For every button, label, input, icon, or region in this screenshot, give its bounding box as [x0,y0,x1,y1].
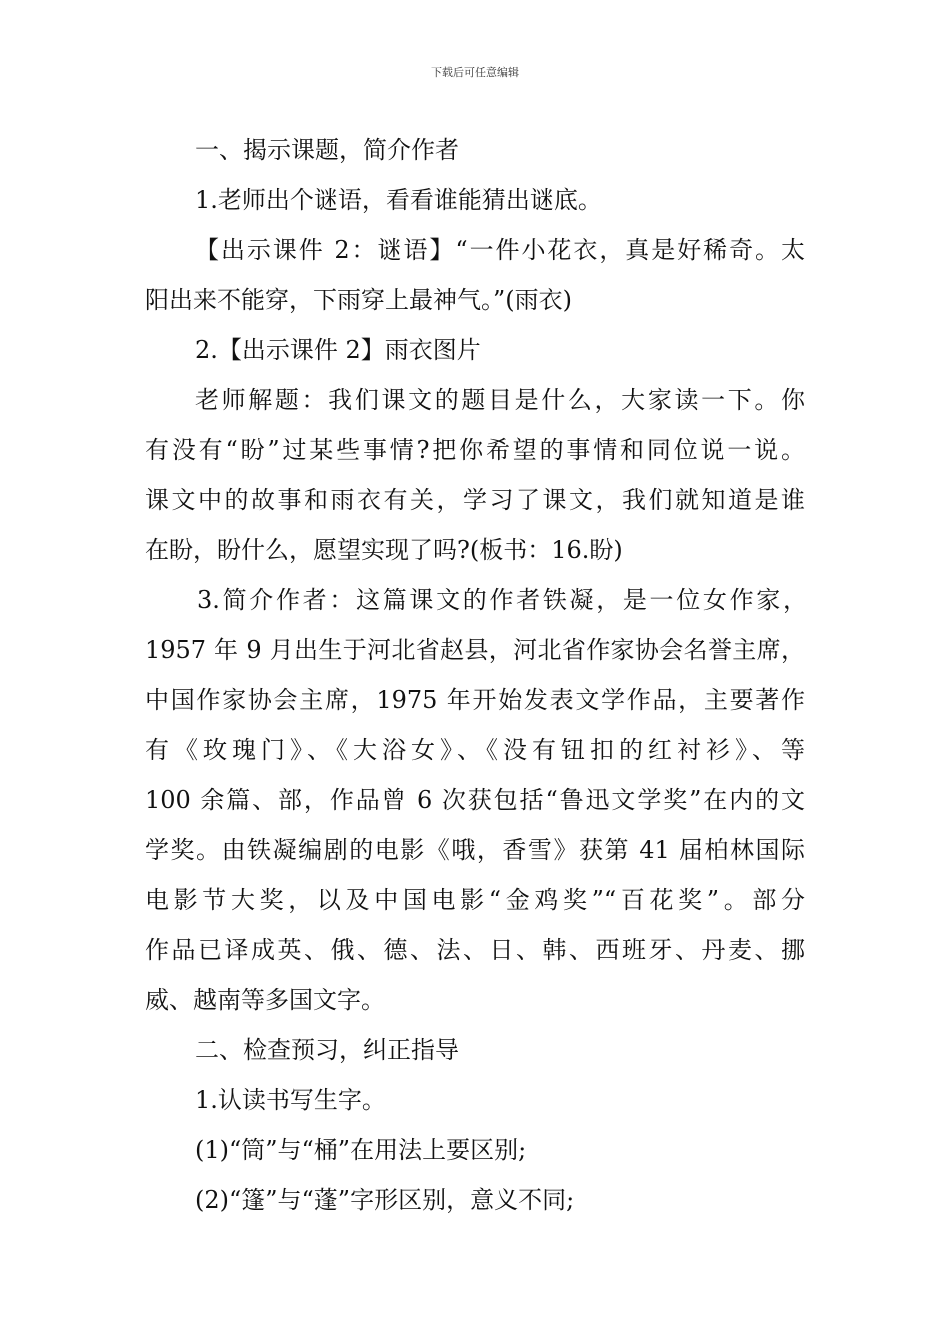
paragraph-line: 有《玫瑰门》、《大浴女》、《没有钮扣的红衬衫》、等 [145,736,805,764]
paragraph-line: 学奖。由铁凝编剧的电影《哦，香雪》获第 41 届柏林国际 [145,836,805,864]
paragraph-line: 威、越南等多国文字。 [145,986,385,1014]
list-item: (1)“筒”与“桶”在用法上要区别; [195,1136,527,1164]
paragraph-line: 作品已译成英、俄、德、法、日、韩、西班牙、丹麦、挪 [145,936,805,964]
paragraph-line: 有没有“盼”过某些事情?把你希望的事情和同位说一说。 [145,436,805,464]
paragraph-line: 课文中的故事和雨衣有关，学习了课文，我们就知道是谁 [145,486,805,514]
list-item: (2)“篷”与“蓬”字形区别，意义不同; [195,1186,575,1214]
paragraph-line: 3.简介作者：这篇课文的作者铁凝，是一位女作家， [197,586,807,614]
paragraph-line: 阳出来不能穿，下雨穿上最神气。”(雨衣) [145,286,572,314]
paragraph-line: 老师解题：我们课文的题目是什么，大家读一下。你 [195,386,805,414]
paragraph-line: 电影节大奖，以及中国电影“金鸡奖”“百花奖”。部分 [145,886,805,914]
paragraph-line: 1.认读书写生字。 [195,1086,386,1114]
paragraph-line: 在盼，盼什么，愿望实现了吗?(板书：16.盼) [145,536,623,564]
paragraph-line: 1.老师出个谜语，看看谁能猜出谜底。 [195,186,602,214]
paragraph-line: 1957 年 9 月出生于河北省赵县，河北省作家协会名誉主席， [145,636,805,664]
paragraph-line: 【出示课件 2：谜语】“一件小花衣，真是好稀奇。太 [195,236,805,264]
page-header-note: 下载后可任意编辑 [431,66,519,79]
paragraph-line: 2.【出示课件 2】雨衣图片 [195,336,481,364]
section-heading-1: 一、揭示课题，简介作者 [195,136,459,164]
section-heading-2: 二、检查预习，纠正指导 [195,1036,459,1064]
paragraph-line: 中国作家协会主席，1975 年开始发表文学作品，主要著作 [145,686,805,714]
paragraph-line: 100 余篇、部，作品曾 6 次获包括“鲁迅文学奖”在内的文 [145,786,805,814]
